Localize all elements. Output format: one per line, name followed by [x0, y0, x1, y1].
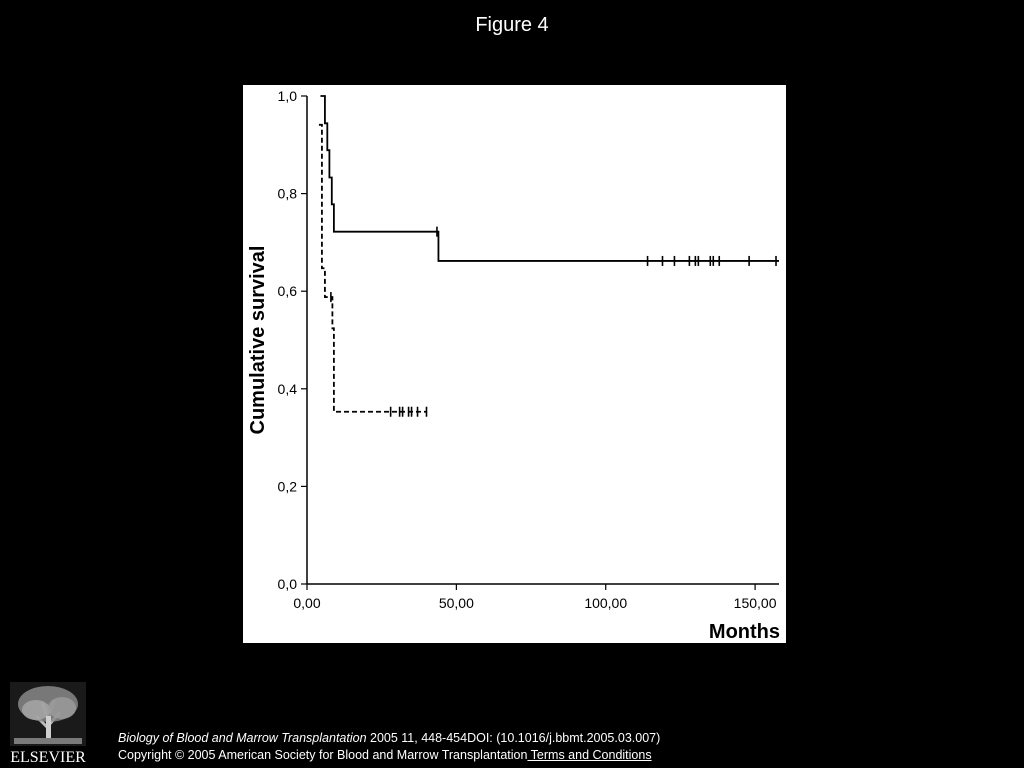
y-tick-label: 0,8	[277, 185, 297, 202]
citation-line	[118, 730, 660, 747]
journal-name: Biology of Blood and Marrow Transplantation	[118, 731, 367, 745]
x-axis-ticks	[293, 584, 776, 611]
survival-curves	[319, 96, 779, 417]
survival-curve-solid	[320, 96, 779, 261]
copyright-text: Copyright © 2005 American Society for Blood and Marrow Transplantation	[118, 748, 528, 762]
x-tick-label: 100,00	[584, 595, 628, 611]
y-tick-label: 0,4	[277, 380, 297, 397]
x-tick-label: 0,00	[293, 595, 321, 611]
y-tick-label: 0,0	[277, 576, 297, 592]
y-axis-title: Cumulative survival	[247, 245, 269, 435]
x-axis-title: Months	[708, 621, 780, 643]
survival-curve-dashed	[319, 125, 427, 412]
slide-title: Figure 4	[475, 14, 549, 36]
y-axis-ticks	[278, 88, 307, 592]
citation-block	[118, 730, 660, 764]
x-tick-label: 150,00	[733, 595, 777, 611]
x-tick-label: 50,00	[438, 595, 474, 611]
y-tick-label: 1,0	[277, 88, 297, 104]
elsevier-tree-icon	[8, 680, 88, 766]
elsevier-logo	[8, 680, 88, 766]
y-tick-label: 0,2	[277, 478, 297, 495]
survival-chart	[243, 85, 786, 643]
logo-wordmark: ELSEVIER	[10, 749, 86, 766]
y-tick-label: 0,6	[277, 283, 297, 300]
copyright-line	[118, 747, 660, 764]
citation-details: 2005 11, 448-454DOI: (10.1016/j.bbmt.2005.03.007)	[366, 731, 661, 745]
terms-link[interactable]: Terms and Conditions	[527, 748, 652, 762]
figure-panel	[243, 85, 786, 643]
